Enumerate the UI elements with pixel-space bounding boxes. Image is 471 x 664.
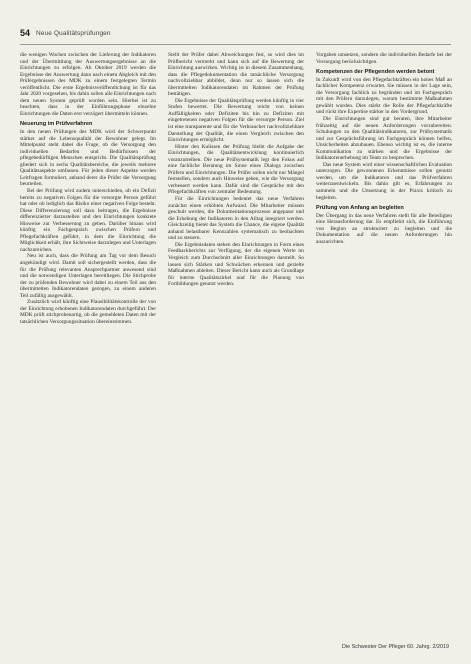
section-heading: Neuerung im Prüfverfahren <box>20 121 93 128</box>
body-paragraph: In Zukunft wird von den Pflegefachkräften ein hohes Maß an fachlicher Kompetenz erwartet. Sie müssen in der Lage sein, die Versorgung fachlich zu begründen und im Fachgespräch mit den Prüfern darzulegen, warum bestimmte Maßnahmen gewählt wurden. Dies stärkt die Rolle der Pflegefachkräfte und rückt ihre Expertise stärker in den Vordergrund. <box>316 76 452 116</box>
body-paragraph: Der Übergang in das neue Verfahren stellt für alle Beteiligten eine Herausforderung dar. Es empfiehlt sich, die Einführung von Beginn an strukturiert zu begleiten und die Dokumentation auf die neuen Anforderungen hin auszurichten. <box>316 212 452 245</box>
section-heading: Prüfung von Anfang an begleiten <box>316 205 404 212</box>
body-paragraph: die wenigen Wochen zwischen der Lieferung der Indikatoren und der Übermittlung der Auswertungsergebnisse an die Einrichtungen zu erfolgen. Ab Oktober 2019 werden die Ergebnisse der Auswertung dann nach einem Abgleich mit den Prüfergebnissen des MDK zu einem festgelegten Termin veröffentlicht. Die erste Ergebnisveröffentlichung ist für das Jahr 2020 vorgesehen, bis dahin sollen alle Einrichtungen nach dem neuen System geprüft worden sein. Hierbei ist zu beachten, dass in der Einführungsphase einzelne Einrichtungen die Daten erst verzögert übermitteln können. <box>20 52 156 117</box>
page-header <box>20 26 111 40</box>
body-paragraph: Das neue System wird einer wissenschaftlichen Evaluation unterzogen. Die gewonnenen Erkenntnisse sollen genutzt werden, um die Indikatoren und das Prüfverfahren weiterzuentwickeln. Bis dahin gilt es, Erfahrungen zu sammeln und die Umsetzung in der Praxis kritisch zu begleiten. <box>316 161 452 201</box>
text-column-1 <box>20 52 156 642</box>
body-paragraph: Die Einrichtungen sind gut beraten, ihre Mitarbeiter frühzeitig auf die neuen Anforderungen vorzubereiten. Schulungen zu den Qualitätsindikatoren, zur Prüfsystematik und zur Gesprächsführung im Fachgespräch können helfen, Unsicherheiten abzubauen. Ebenso wichtig ist es, die interne Kommunikation zu stärken und die Ergebnisse der Indikatorenerhebung im Team zu besprechen. <box>316 115 452 162</box>
section-heading: Kompetenzen der Pflegenden werden betont <box>316 69 435 76</box>
header-rule <box>20 44 451 45</box>
body-paragraph: Vorgaben umsetzen, sondern die individuellen Bedarfe bei der Versorgung berücksichtigen. <box>316 52 452 65</box>
body-paragraph: In den neuen Prüfungen des MDK wird der Schwerpunkt stärker auf die Lebensqualität der Bewohner gelegt. Im Mittelpunkt steht dabei die Frage, ob die Versorgung den individuellen Bedarfen und Bedürfnissen der pflegebedürftigen Menschen entspricht. Die Qualitätsprüfung gliedert sich in sechs Qualitätsbereiche, die jeweils mehrere Qualitätsaspekte umfassen. Für jeden dieser Aspekte werden Leitfragen formuliert, anhand derer die Prüfer die Versorgung beurteilen. <box>20 129 156 188</box>
page-footer: Die Schwester Der Pfleger 60. Jahrg. 2/2019 <box>342 644 449 650</box>
running-head: Neue Qualitätsprüfungen <box>36 29 111 37</box>
body-paragraph: Stellt der Prüfer dabei Abweichungen fest, so wird dies im Prüfbericht vermerkt und kann sich auf die Bewertung der Einrichtung auswirken. Wichtig ist in diesem Zusammenhang, dass die Pflegedokumentation die tatsächliche Versorgung nachvollziehbar abbildet, denn nur so lassen sich die übermittelten Indikatorendaten im Rahmen der Prüfung bestätigen. <box>168 52 304 98</box>
body-paragraph: Zusätzlich wird künftig eine Plausibilitätskontrolle der von der Einrichtung erhobenen Indikatorendaten durchgeführt. Der MDK prüft stichprobenartig, ob die gemeldeten Daten mit der tatsächlichen Versorgungssituation übereinstimmen. <box>20 299 156 325</box>
text-column-2 <box>168 52 304 642</box>
body-paragraph: Die Ergebnisdaten stehen den Einrichtungen in Form eines Feedbackberichts zur Verfügung, der die eigenen Werte im Vergleich zum Durchschnitt aller Einrichtungen darstellt. So lassen sich Stärken und Schwächen erkennen und gezielte Maßnahmen ableiten. Dieser Bericht kann auch als Grundlage für interne Qualitätszirkel und für die Planung von Fortbildungen genutzt werden. <box>168 241 304 288</box>
body-paragraph: Hinter den Kulissen der Prüfung bleibt die Aufgabe der Einrichtungen, die Qualitätsentwicklung kontinuierlich voranzutreiben. Die neue Prüfsystematik legt den Fokus auf eine fachliche Beratung im Sinne eines Dialogs zwischen Prüfern und Einrichtungen. Die Prüfer sollen nicht nur Mängel feststellen, sondern auch Hinweise geben, wie die Versorgung verbessert werden kann. Dafür sind die Gespräche mit den Pflegefachkräften von zentraler Bedeutung. <box>168 143 304 196</box>
body-paragraph: Für die Einrichtungen bedeutet das neue Verfahren zunächst einen erhöhten Aufwand. Die Mitarbeiter müssen geschult werden, die Dokumentationsprozesse angepasst und die Erhebung der Indikatoren in den Alltag integriert werden. Gleichzeitig bietet das System die Chance, die eigene Qualität anhand belastbarer Kennzahlen systematisch zu beobachten und zu steuern. <box>168 196 304 242</box>
page-number: 54 <box>20 28 31 38</box>
body-paragraph: Die Ergebnisse der Qualitätsprüfung werden künftig in vier Stufen bewertet. Die Bewertung reicht von keinen Auffälligkeiten oder Defiziten bis hin zu Defiziten mit eingetretenen negativen Folgen für die versorgte Person. Ziel ist eine transparente und für die Verbraucher nachvollziehbare Darstellung der Qualität, die einen Vergleich zwischen den Einrichtungen ermöglicht. <box>168 97 304 144</box>
body-paragraph: Neu ist auch, dass die Prüfung am Tag vor dem Besuch angekündigt wird. Damit soll sichergestellt werden, dass die für die Prüfung relevanten Ansprechpartner anwesend sind und die notwendigen Unterlagen bereitliegen. Die Stichprobe der zu prüfenden Bewohner wird dabei zu einem Teil aus den übermittelten Indikatorendaten gezogen, zu einem anderen Teil zufällig ausgewählt. <box>20 253 156 299</box>
body-paragraph: Bei der Prüfung wird zudem unterschieden, ob ein Defizit bereits zu negativen Folgen für die versorgte Person geführt hat oder ob lediglich das Risiko einer negativen Folge besteht. Diese Differenzierung soll dazu beitragen, die Ergebnisse differenzierter darzustellen und den Einrichtungen konkrete Hinweise zur Verbesserung zu geben. Darüber hinaus wird künftig ein Fachgespräch zwischen Prüfern und Pflegefachkräften geführt, in dem die Einrichtung die Möglichkeit erhält, ihre Sichtweise darzulegen und Unterlagen nachzureichen. <box>20 187 156 253</box>
text-column-3 <box>316 52 452 642</box>
